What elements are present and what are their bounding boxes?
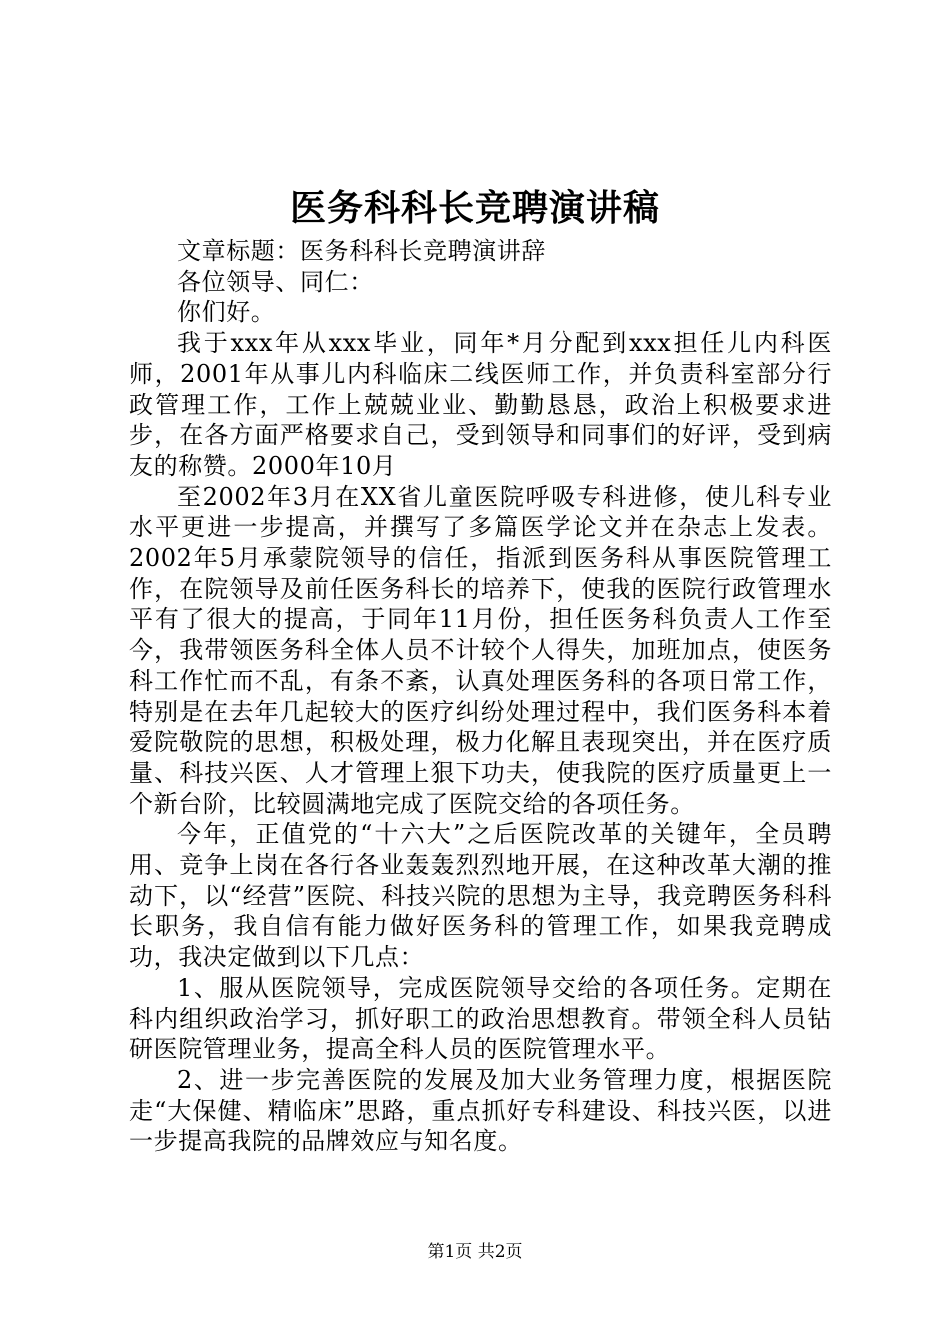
- page-number-footer: 第1页 共2页: [427, 1242, 523, 1262]
- document-body: [129, 236, 832, 1157]
- paragraph-point-1: 1、服从医院领导，完成医院领导交给的各项任务。定期在科内组织政治学习，抓好职工的政治思想教育。带领全科人员钻研医院管理业务，提高全科人员的医院管理水平。: [129, 973, 832, 1064]
- paragraph-motivation: 今年，正值党的“十六大”之后医院改革的关键年，全员聘用、竞争上岗在各行各业轰轰烈烈地开展，在这种改革大潮的推动下，以“经营”医院、科技兴院的思想为主导，我竞聘医务科科长职务，我自信有能力做好医务科的管理工作，如果我竞聘成功，我决定做到以下几点：: [129, 820, 832, 972]
- greeting: 你们好。: [177, 298, 276, 327]
- article-title-line: 文章标题：医务科科长竞聘演讲辞: [177, 237, 546, 265]
- document-title: 医务科科长竞聘演讲稿: [289, 187, 660, 229]
- paragraph-background: 我于xxx年从xxx毕业，同年*月分配到xxx担任儿内科医师，2001年从事儿内科临床二线医师工作，并负责科室部分行政管理工作，工作上兢兢业业、勤勤恳恳，政治上积极要求进步，在各方面严格要求自己，受到领导和同事们的好评，受到病友的称赞。2000年10月: [129, 329, 832, 480]
- paragraph-experience: 至2002年3月在XX省儿童医院呼吸专科进修，使儿科专业水平更进一步提高，并撰写了多篇医学论文并在杂志上发表。2002年5月承蒙院领导的信任，指派到医务科从事医院管理工作，在院领导及前任医务科长的培养下，使我的医院行政管理水平有了很大的提高，于同年11月份，担任医务科负责人工作至今，我带领医务科全体人员不计较个人得失，加班加点，使医务科工作忙而不乱，有条不紊，认真处理医务科的各项日常工作，特别是在去年几起较大的医疗纠纷处理过程中，我们医务科本着爱院敬院的思想，积极处理，极力化解且表现突出，并在医疗质量、科技兴医、人才管理上狠下功夫，使我院的医疗质量更上一个新台阶，比较圆满地完成了医院交给的各项任务。: [129, 482, 832, 818]
- salutation: 各位领导、同仁：: [177, 267, 374, 296]
- paragraph-point-2: 2、进一步完善医院的发展及加大业务管理力度，根据医院走“大保健、精临床”思路，重点抓好专科建设、科技兴医，以进一步提高我院的品牌效应与知名度。: [129, 1065, 832, 1156]
